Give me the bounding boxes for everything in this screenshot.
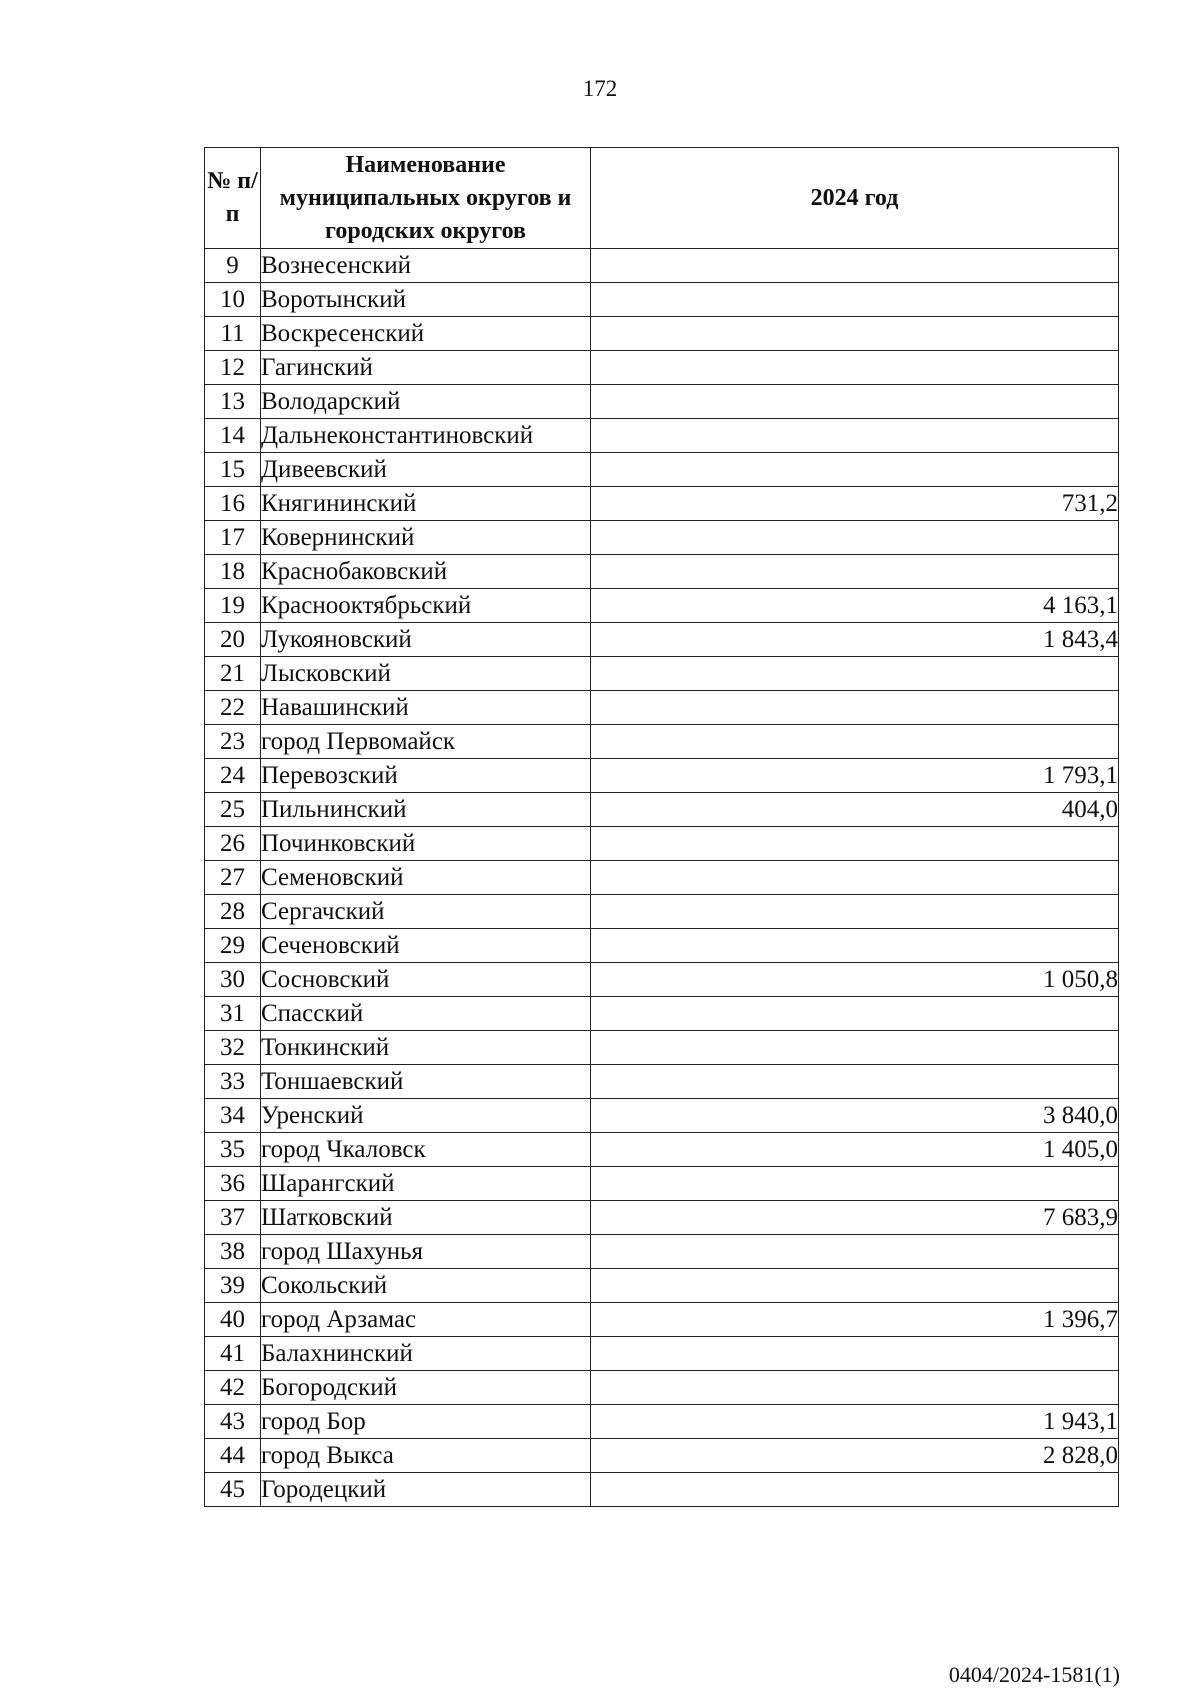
row-number-cell: 12 — [205, 351, 261, 385]
table-row — [205, 657, 1119, 691]
row-name-cell: Княгининский — [261, 487, 591, 521]
row-value-cell — [591, 385, 1119, 419]
table-row — [205, 317, 1119, 351]
row-number-cell: 22 — [205, 691, 261, 725]
row-value-cell — [591, 861, 1119, 895]
row-number-cell: 11 — [205, 317, 261, 351]
table-row — [205, 589, 1119, 623]
table-row — [205, 793, 1119, 827]
row-name-cell: Сосновский — [261, 963, 591, 997]
row-number-cell: 32 — [205, 1031, 261, 1065]
row-name-cell: Воскресенский — [261, 317, 591, 351]
table-row — [205, 861, 1119, 895]
row-value-cell — [591, 657, 1119, 691]
table-header-row — [205, 148, 1119, 249]
table-row — [205, 453, 1119, 487]
row-number-cell: 31 — [205, 997, 261, 1031]
row-value-cell — [591, 827, 1119, 861]
row-value-cell: 404,0 — [591, 793, 1119, 827]
row-name-cell: город Выкса — [261, 1439, 591, 1473]
row-number-cell: 15 — [205, 453, 261, 487]
table-row — [205, 385, 1119, 419]
table-row — [205, 419, 1119, 453]
row-number-cell: 40 — [205, 1303, 261, 1337]
row-name-cell: город Бор — [261, 1405, 591, 1439]
row-number-cell: 27 — [205, 861, 261, 895]
row-value-cell — [591, 317, 1119, 351]
table-row — [205, 351, 1119, 385]
row-value-cell — [591, 419, 1119, 453]
table-row — [205, 759, 1119, 793]
row-value-cell: 1 050,8 — [591, 963, 1119, 997]
row-name-cell: Спасский — [261, 997, 591, 1031]
row-number-cell: 19 — [205, 589, 261, 623]
table-row — [205, 283, 1119, 317]
row-number-cell: 21 — [205, 657, 261, 691]
row-name-cell: Дивеевский — [261, 453, 591, 487]
row-value-cell: 1 843,4 — [591, 623, 1119, 657]
districts-table — [204, 147, 1119, 1507]
table-row — [205, 1133, 1119, 1167]
row-value-cell — [591, 1473, 1119, 1507]
table-row — [205, 1031, 1119, 1065]
row-name-cell: Перевозский — [261, 759, 591, 793]
table-row — [205, 623, 1119, 657]
table-row — [205, 555, 1119, 589]
row-value-cell — [591, 521, 1119, 555]
row-name-cell: Дальнеконстантиновский — [261, 419, 591, 453]
row-value-cell — [591, 691, 1119, 725]
row-number-cell: 41 — [205, 1337, 261, 1371]
row-number-cell: 44 — [205, 1439, 261, 1473]
row-number-cell: 26 — [205, 827, 261, 861]
row-number-cell: 25 — [205, 793, 261, 827]
row-value-cell — [591, 725, 1119, 759]
table-row — [205, 1405, 1119, 1439]
row-number-cell: 30 — [205, 963, 261, 997]
row-number-cell: 38 — [205, 1235, 261, 1269]
row-number-cell: 34 — [205, 1099, 261, 1133]
table-row — [205, 487, 1119, 521]
row-name-cell: Уренский — [261, 1099, 591, 1133]
table-row — [205, 1371, 1119, 1405]
row-value-cell — [591, 1371, 1119, 1405]
row-name-cell: город Первомайск — [261, 725, 591, 759]
row-name-cell: Тонкинский — [261, 1031, 591, 1065]
row-name-cell: Шатковский — [261, 1201, 591, 1235]
row-value-cell — [591, 895, 1119, 929]
row-value-cell — [591, 351, 1119, 385]
row-value-cell: 2 828,0 — [591, 1439, 1119, 1473]
table-row — [205, 1065, 1119, 1099]
row-value-cell: 1 793,1 — [591, 759, 1119, 793]
row-number-cell: 36 — [205, 1167, 261, 1201]
row-name-cell: Навашинский — [261, 691, 591, 725]
row-name-cell: Вознесенский — [261, 249, 591, 283]
row-number-cell: 37 — [205, 1201, 261, 1235]
row-value-cell — [591, 283, 1119, 317]
row-value-cell — [591, 249, 1119, 283]
row-value-cell — [591, 555, 1119, 589]
header-number: № п/п — [205, 148, 261, 249]
row-value-cell — [591, 997, 1119, 1031]
row-number-cell: 10 — [205, 283, 261, 317]
row-number-cell: 24 — [205, 759, 261, 793]
row-name-cell: город Шахунья — [261, 1235, 591, 1269]
row-name-cell: Сеченовский — [261, 929, 591, 963]
row-number-cell: 28 — [205, 895, 261, 929]
table-row — [205, 725, 1119, 759]
row-name-cell: Городецкий — [261, 1473, 591, 1507]
row-number-cell: 29 — [205, 929, 261, 963]
row-number-cell: 45 — [205, 1473, 261, 1507]
row-value-cell — [591, 1235, 1119, 1269]
row-number-cell: 43 — [205, 1405, 261, 1439]
table-row — [205, 1337, 1119, 1371]
row-name-cell: Лукояновский — [261, 623, 591, 657]
row-number-cell: 17 — [205, 521, 261, 555]
row-value-cell: 4 163,1 — [591, 589, 1119, 623]
table-row — [205, 1473, 1119, 1507]
row-number-cell: 13 — [205, 385, 261, 419]
table-row — [205, 1269, 1119, 1303]
table-row — [205, 1235, 1119, 1269]
header-name: Наименование муниципальных округов и городских округов — [261, 148, 591, 249]
row-value-cell — [591, 1167, 1119, 1201]
row-value-cell: 7 683,9 — [591, 1201, 1119, 1235]
table-row — [205, 691, 1119, 725]
row-number-cell: 16 — [205, 487, 261, 521]
row-name-cell: Сергачский — [261, 895, 591, 929]
table-row — [205, 1201, 1119, 1235]
row-name-cell: Пильнинский — [261, 793, 591, 827]
table-row — [205, 1099, 1119, 1133]
row-name-cell: Семеновский — [261, 861, 591, 895]
row-value-cell — [591, 1337, 1119, 1371]
table-row — [205, 1439, 1119, 1473]
header-year: 2024 год — [591, 148, 1119, 249]
row-number-cell: 14 — [205, 419, 261, 453]
document-code: 0404/2024-1581(1) — [948, 1662, 1120, 1687]
row-name-cell: Ковернинский — [261, 521, 591, 555]
table-row — [205, 521, 1119, 555]
row-value-cell: 1 396,7 — [591, 1303, 1119, 1337]
row-value-cell: 1 943,1 — [591, 1405, 1119, 1439]
row-name-cell: Тоншаевский — [261, 1065, 591, 1099]
row-number-cell: 42 — [205, 1371, 261, 1405]
table-row — [205, 895, 1119, 929]
row-value-cell: 3 840,0 — [591, 1099, 1119, 1133]
table-row — [205, 1167, 1119, 1201]
row-number-cell: 23 — [205, 725, 261, 759]
row-value-cell — [591, 1031, 1119, 1065]
table-row — [205, 963, 1119, 997]
row-name-cell: город Арзамас — [261, 1303, 591, 1337]
row-name-cell: Балахнинский — [261, 1337, 591, 1371]
table-row — [205, 1303, 1119, 1337]
row-name-cell: Краснобаковский — [261, 555, 591, 589]
row-value-cell: 731,2 — [591, 487, 1119, 521]
row-number-cell: 39 — [205, 1269, 261, 1303]
row-number-cell: 35 — [205, 1133, 261, 1167]
table-row — [205, 997, 1119, 1031]
row-value-cell: 1 405,0 — [591, 1133, 1119, 1167]
row-name-cell: Гагинский — [261, 351, 591, 385]
row-name-cell: Воротынский — [261, 283, 591, 317]
row-name-cell: Богородский — [261, 1371, 591, 1405]
row-name-cell: город Чкаловск — [261, 1133, 591, 1167]
row-number-cell: 20 — [205, 623, 261, 657]
row-name-cell: Володарский — [261, 385, 591, 419]
table-row — [205, 249, 1119, 283]
row-name-cell: Лысковский — [261, 657, 591, 691]
row-value-cell — [591, 1065, 1119, 1099]
row-value-cell — [591, 929, 1119, 963]
row-number-cell: 9 — [205, 249, 261, 283]
row-name-cell: Починковский — [261, 827, 591, 861]
table-row — [205, 827, 1119, 861]
row-name-cell: Шарангский — [261, 1167, 591, 1201]
row-name-cell: Краснооктябрьский — [261, 589, 591, 623]
row-value-cell — [591, 1269, 1119, 1303]
row-name-cell: Сокольский — [261, 1269, 591, 1303]
row-value-cell — [591, 453, 1119, 487]
table-row — [205, 929, 1119, 963]
row-number-cell: 33 — [205, 1065, 261, 1099]
page-number: 172 — [582, 76, 618, 101]
row-number-cell: 18 — [205, 555, 261, 589]
